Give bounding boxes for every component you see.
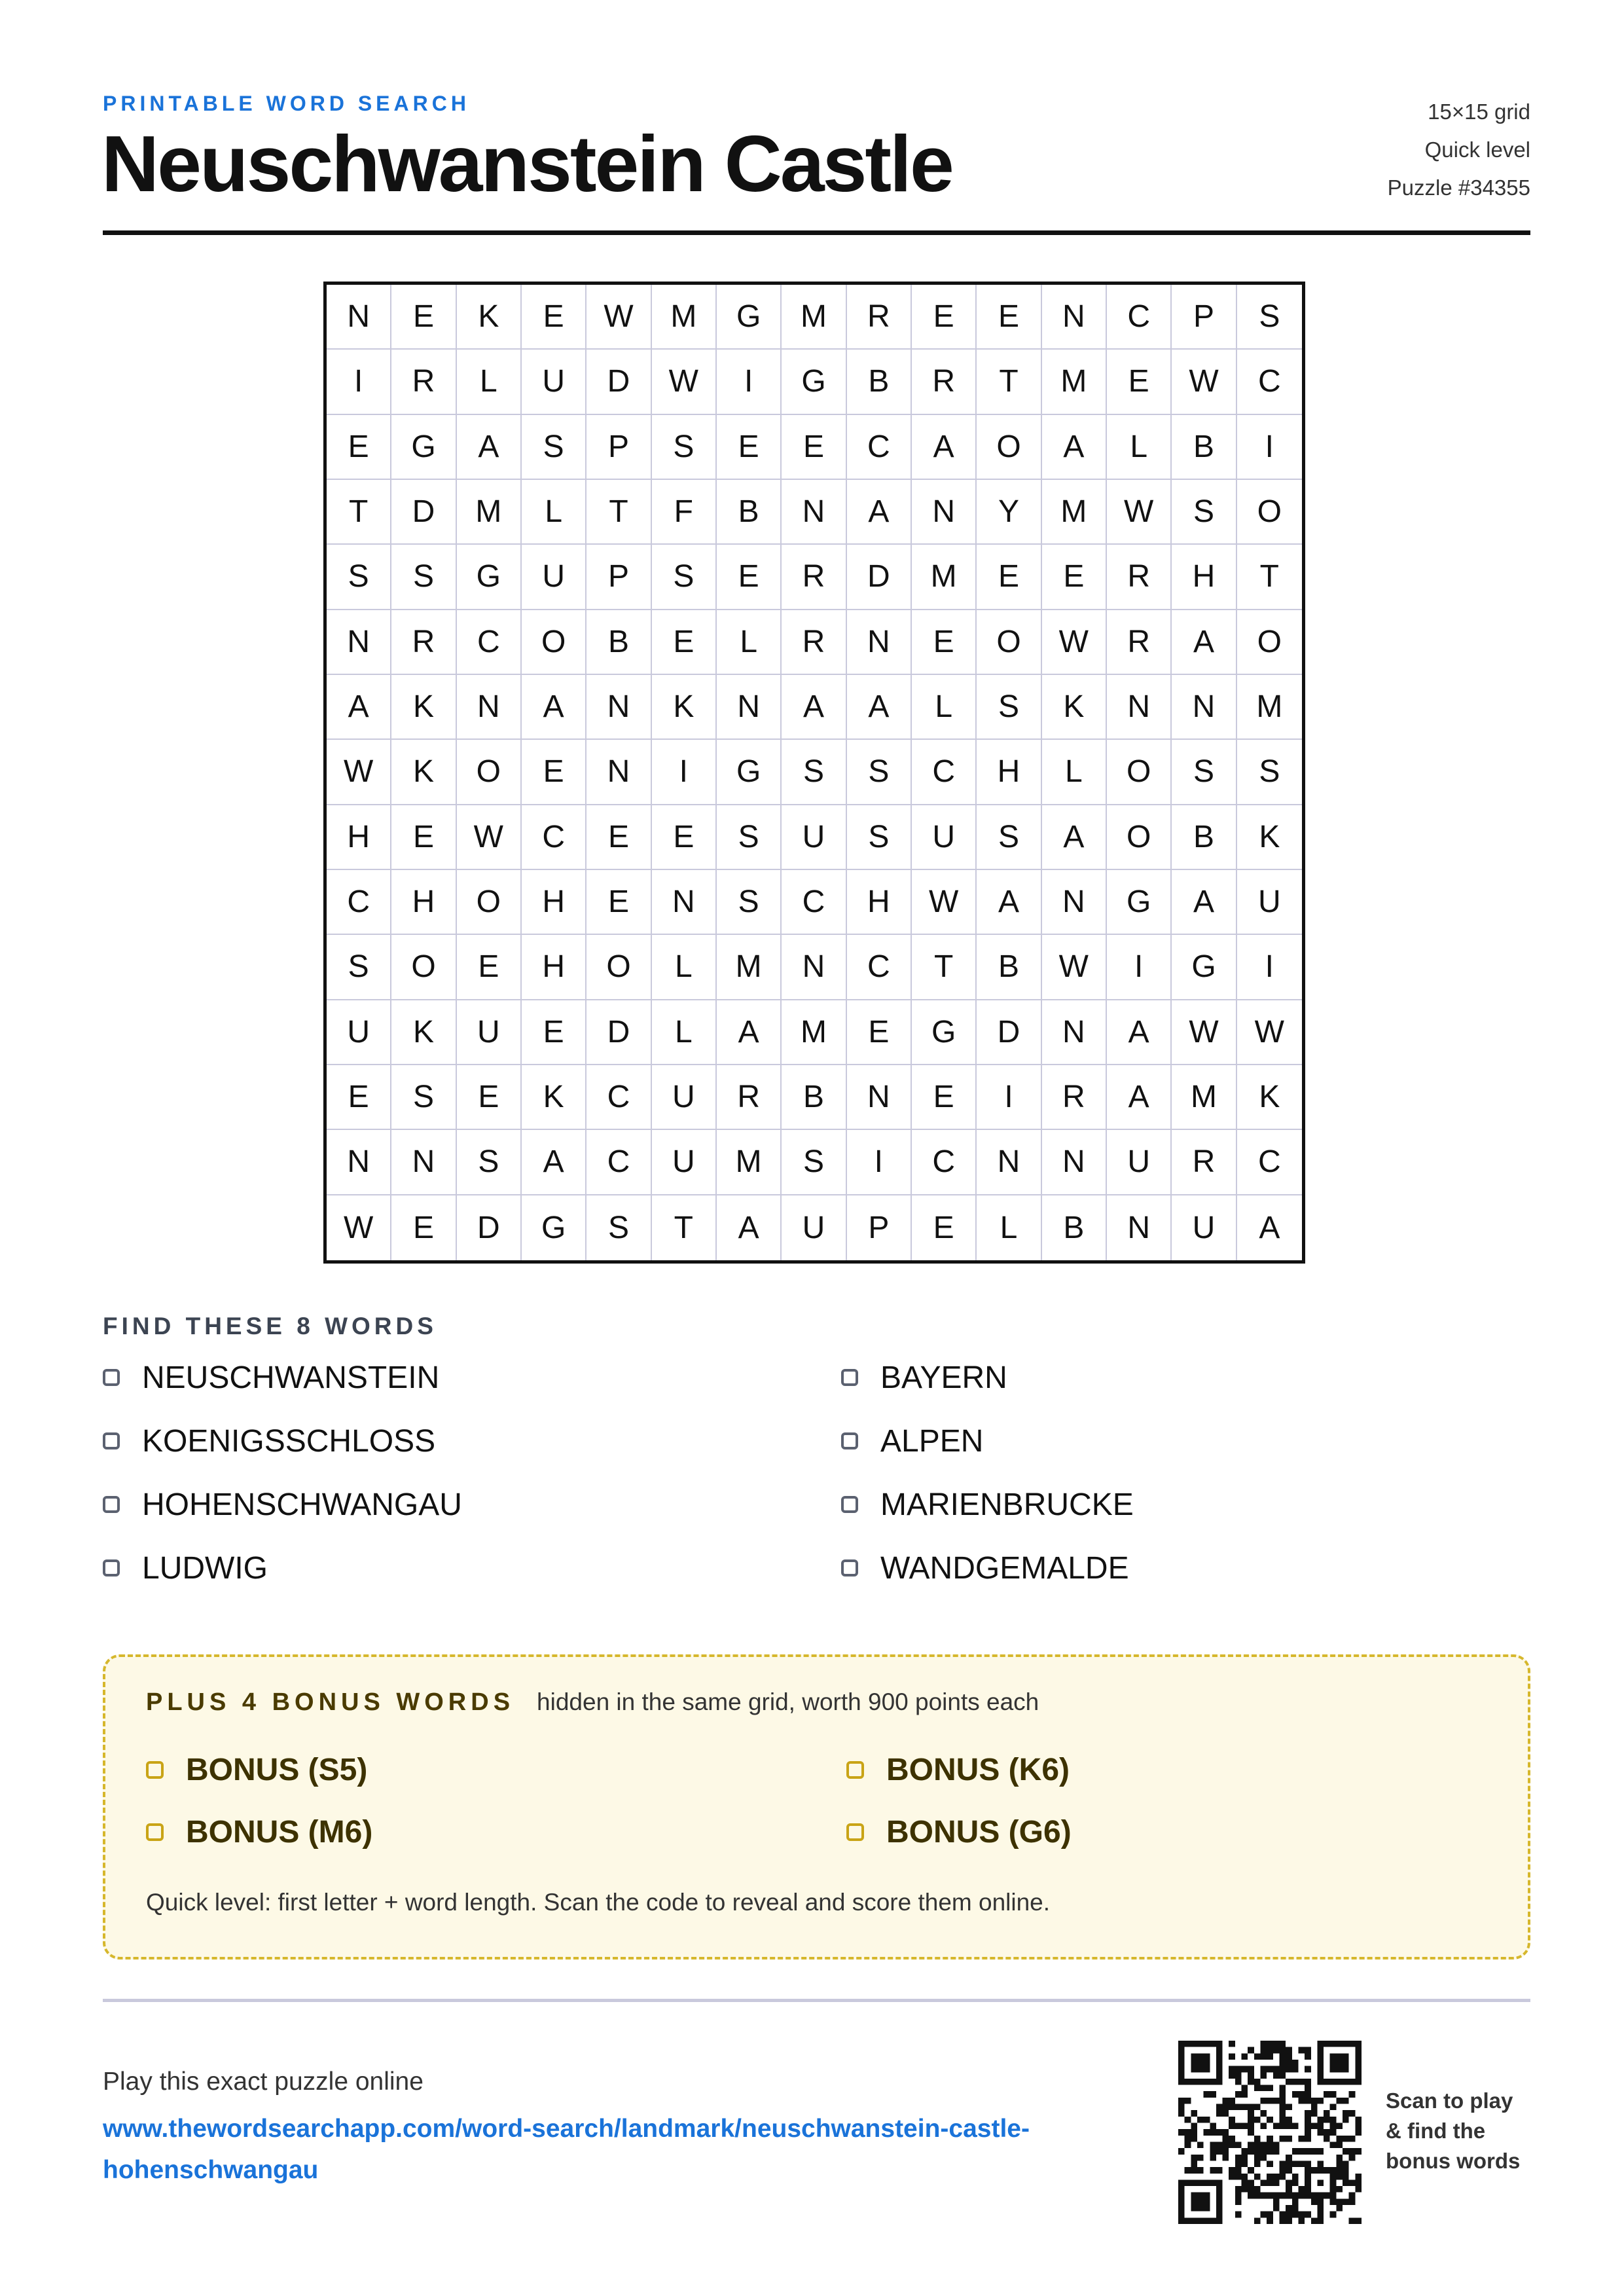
checkbox-icon[interactable]	[846, 1761, 864, 1779]
grid-cell[interactable]: E	[457, 1065, 522, 1130]
grid-cell[interactable]: I	[1237, 415, 1302, 480]
grid-cell[interactable]: S	[586, 1195, 651, 1260]
grid-cell[interactable]: S	[1172, 480, 1236, 545]
level-label: Quick level	[1424, 137, 1530, 162]
grid-cell[interactable]: E	[912, 1065, 977, 1130]
grid-cell[interactable]: G	[912, 1000, 977, 1065]
grid-cell[interactable]: W	[1107, 480, 1172, 545]
grid-cell[interactable]: A	[1042, 805, 1107, 870]
grid-cell[interactable]: U	[652, 1130, 717, 1195]
grid-cell[interactable]: A	[1259, 1210, 1280, 1245]
grid-cell[interactable]: R	[391, 350, 456, 414]
checkbox-icon[interactable]	[841, 1559, 858, 1576]
grid-cell[interactable]: I	[652, 740, 717, 805]
grid-cell[interactable]: K	[457, 285, 522, 350]
grid-cell[interactable]: D	[457, 1195, 522, 1260]
grid-cell[interactable]: P	[586, 415, 651, 480]
grid-cell[interactable]: O	[1107, 740, 1172, 805]
grid-cell[interactable]: T	[652, 1195, 717, 1260]
grid-cell[interactable]: C	[782, 870, 846, 935]
grid-cell[interactable]: D	[586, 350, 651, 414]
grid-cell[interactable]: I	[327, 350, 391, 414]
grid-cell[interactable]: C	[327, 870, 391, 935]
puzzle-link[interactable]	[103, 2108, 1150, 2191]
grid-size-label: 15×15 grid	[1428, 100, 1530, 124]
grid-cell[interactable]: N	[1107, 1195, 1172, 1260]
checkbox-icon[interactable]	[103, 1432, 120, 1449]
grid-cell[interactable]: N	[327, 1130, 391, 1195]
grid-cell[interactable]: P	[586, 545, 651, 610]
grid-cell[interactable]: E	[522, 1000, 586, 1065]
grid-cell[interactable]: S	[652, 415, 717, 480]
grid-cell[interactable]: L	[457, 350, 522, 414]
grid-cell[interactable]: E	[391, 805, 456, 870]
grid-cell[interactable]: E	[391, 1195, 456, 1260]
grid-cell[interactable]: M	[717, 1130, 782, 1195]
grid-cell[interactable]: E	[652, 805, 717, 870]
grid-cell[interactable]: U	[1237, 870, 1302, 935]
grid-cell[interactable]: H	[1172, 545, 1236, 610]
grid-cell[interactable]: H	[977, 740, 1041, 805]
grid-cell[interactable]: C	[912, 740, 977, 805]
grid-cell[interactable]: K	[391, 740, 456, 805]
grid-cell[interactable]: K	[1237, 805, 1302, 870]
grid-cell[interactable]: B	[586, 610, 651, 675]
word-item[interactable]	[841, 1420, 1530, 1462]
grid-cell[interactable]: E	[327, 1065, 391, 1130]
grid-cell[interactable]: E	[717, 545, 782, 610]
grid-cell[interactable]: N	[586, 740, 651, 805]
bonus-word-list	[146, 1749, 1488, 1853]
grid-cell[interactable]: A	[1172, 870, 1236, 935]
grid-cell[interactable]: O	[1237, 480, 1302, 545]
grid-cell[interactable]: W	[1042, 935, 1107, 1000]
grid-cell[interactable]: N	[327, 285, 391, 350]
grid-cell[interactable]: W	[457, 805, 522, 870]
grid-cell[interactable]: O	[1237, 610, 1302, 675]
grid-cell[interactable]: T	[977, 350, 1041, 414]
grid-cell[interactable]: W	[1172, 350, 1236, 414]
grid-cell[interactable]: U	[522, 545, 586, 610]
grid-cell[interactable]: U	[1107, 1130, 1172, 1195]
grid-cell[interactable]: K	[652, 675, 717, 740]
grid-cell[interactable]: N	[782, 480, 846, 545]
grid-cell[interactable]: A	[717, 1195, 782, 1260]
grid-cell[interactable]: N	[327, 610, 391, 675]
word-item[interactable]	[841, 1357, 1530, 1398]
grid-cell[interactable]: L	[1107, 415, 1172, 480]
grid-cell[interactable]: B	[977, 935, 1041, 1000]
grid-cell[interactable]: O	[977, 610, 1041, 675]
bonus-word-item[interactable]	[146, 1749, 846, 1791]
bonus-subtitle: hidden in the same grid, worth 900 points each	[537, 1688, 1039, 1715]
grid-cell[interactable]: A	[1042, 415, 1107, 480]
grid-cell[interactable]: B	[847, 350, 912, 414]
grid-cell[interactable]: O	[1107, 805, 1172, 870]
word-label: MARIENBRUCKE	[880, 1487, 1134, 1522]
letter-grid[interactable]	[323, 282, 1305, 1264]
grid-cell[interactable]: A	[782, 675, 846, 740]
grid-cell[interactable]: D	[847, 545, 912, 610]
grid-cell[interactable]: W	[1237, 1000, 1302, 1065]
grid-cell[interactable]: M	[1042, 480, 1107, 545]
puzzle-link-line[interactable]: www.thewordsearchapp.com/word-search/landmark/neuschwanstein-castle-	[103, 2115, 1030, 2143]
grid-cell[interactable]: T	[912, 935, 977, 1000]
grid-cell[interactable]: N	[1042, 1130, 1107, 1195]
grid-cell[interactable]: I	[1237, 935, 1302, 1000]
word-item[interactable]	[103, 1484, 841, 1525]
grid-cell[interactable]: N	[912, 480, 977, 545]
grid-cell[interactable]: C	[912, 1130, 977, 1195]
grid-cell[interactable]: E	[912, 1195, 977, 1260]
grid-cell[interactable]: L	[912, 675, 977, 740]
grid-cell[interactable]: E	[522, 285, 586, 350]
grid-cell[interactable]: F	[652, 480, 717, 545]
grid-cell[interactable]: L	[977, 1195, 1041, 1260]
grid-cell[interactable]: W	[912, 870, 977, 935]
grid-cell[interactable]: N	[977, 1130, 1041, 1195]
grid-cell[interactable]: A	[977, 870, 1041, 935]
grid-cell[interactable]: A	[327, 675, 391, 740]
grid-cell[interactable]: S	[977, 675, 1041, 740]
grid-cell[interactable]: G	[717, 740, 782, 805]
grid-cell[interactable]: M	[1042, 350, 1107, 414]
grid-cell[interactable]: S	[717, 870, 782, 935]
grid-cell[interactable]: Y	[977, 480, 1041, 545]
grid-cell[interactable]: U	[457, 1000, 522, 1065]
word-list	[103, 1357, 1530, 1589]
grid-cell[interactable]: S	[977, 805, 1041, 870]
grid-cell[interactable]: K	[1237, 1065, 1302, 1130]
grid-cell[interactable]: C	[586, 1065, 651, 1130]
puzzle-meta	[1388, 93, 1530, 207]
grid-cell[interactable]: S	[782, 740, 846, 805]
grid-cell[interactable]: M	[652, 285, 717, 350]
word-item[interactable]	[841, 1484, 1530, 1525]
bonus-word-label: BONUS (K6)	[886, 1752, 1070, 1787]
grid-cell[interactable]: S	[1237, 285, 1302, 350]
play-online-label: Play this exact puzzle online	[103, 2068, 424, 2096]
grid-cell[interactable]: S	[1237, 740, 1302, 805]
grid-cell[interactable]: R	[1172, 1130, 1236, 1195]
grid-cell[interactable]: G	[1172, 935, 1236, 1000]
bonus-header	[146, 1688, 1039, 1717]
grid-cell[interactable]: D	[977, 1000, 1041, 1065]
grid-cell[interactable]: I	[847, 1130, 912, 1195]
grid-cell[interactable]: R	[782, 545, 846, 610]
checkbox-icon[interactable]	[146, 1823, 164, 1841]
grid-cell[interactable]: P	[1172, 285, 1236, 350]
grid-cell[interactable]: U	[652, 1065, 717, 1130]
grid-cell[interactable]: N	[586, 675, 651, 740]
grid-cell[interactable]: E	[1042, 545, 1107, 610]
grid-cell[interactable]: S	[1172, 740, 1236, 805]
word-label: NEUSCHWANSTEIN	[142, 1360, 440, 1395]
grid-cell[interactable]: D	[586, 1000, 651, 1065]
scan-caption-line: & find the	[1386, 2119, 1486, 2143]
grid-cell[interactable]: O	[522, 610, 586, 675]
word-list-heading: FIND THESE 8 WORDS	[103, 1313, 437, 1339]
grid-cell[interactable]: A	[847, 480, 912, 545]
grid-cell[interactable]: K	[1042, 675, 1107, 740]
page-title: Neuschwanstein Castle	[101, 119, 952, 208]
checkbox-icon[interactable]	[103, 1369, 120, 1386]
grid-cell[interactable]: E	[586, 805, 651, 870]
scan-caption-line: Scan to play	[1386, 2088, 1513, 2113]
scan-caption	[1386, 2086, 1520, 2176]
grid-cell[interactable]: G	[522, 1195, 586, 1260]
grid-cell[interactable]: N	[847, 1065, 912, 1130]
grid-cell[interactable]: U	[1172, 1195, 1236, 1260]
grid-cell[interactable]: S	[457, 1130, 522, 1195]
grid-cell[interactable]: M	[782, 285, 846, 350]
bonus-word-label: BONUS (M6)	[186, 1814, 373, 1850]
word-label: HOHENSCHWANGAU	[142, 1487, 462, 1522]
grid-cell[interactable]: G	[717, 285, 782, 350]
grid-cell[interactable]: L	[652, 935, 717, 1000]
grid-cell[interactable]: A	[522, 675, 586, 740]
grid-cell[interactable]: D	[391, 480, 456, 545]
grid-cell[interactable]: P	[847, 1195, 912, 1260]
grid-cell[interactable]: O	[457, 740, 522, 805]
grid-cell[interactable]: R	[1042, 1065, 1107, 1130]
grid-cell[interactable]: E	[1107, 350, 1172, 414]
puzzle-link-line[interactable]: hohenschwangau	[103, 2156, 319, 2184]
grid-cell[interactable]: N	[457, 675, 522, 740]
grid-cell[interactable]: N	[1042, 285, 1107, 350]
bonus-title: PLUS 4 BONUS WORDS	[146, 1688, 515, 1716]
grid-cell[interactable]: S	[847, 740, 912, 805]
grid-cell[interactable]: M	[1237, 675, 1302, 740]
grid-cell[interactable]: U	[782, 1195, 846, 1260]
bonus-word-item[interactable]	[846, 1749, 1488, 1791]
grid-cell[interactable]: E	[522, 740, 586, 805]
grid-cell[interactable]: L	[522, 480, 586, 545]
bonus-panel	[103, 1654, 1530, 1959]
grid-cell[interactable]: R	[391, 610, 456, 675]
grid-cell[interactable]: E	[977, 545, 1041, 610]
grid-cell[interactable]: W	[1042, 610, 1107, 675]
grid-cell[interactable]: R	[782, 610, 846, 675]
grid-cell[interactable]: N	[1172, 675, 1236, 740]
grid-cell[interactable]: K	[391, 675, 456, 740]
grid-cell[interactable]: N	[782, 935, 846, 1000]
grid-cell[interactable]: U	[912, 805, 977, 870]
grid-cell[interactable]: E	[977, 285, 1041, 350]
grid-cell[interactable]: A	[717, 1000, 782, 1065]
grid-cell[interactable]: W	[327, 1195, 391, 1260]
grid-cell[interactable]: S	[391, 545, 456, 610]
grid-cell[interactable]: K	[391, 1000, 456, 1065]
grid-cell[interactable]: E	[586, 870, 651, 935]
header-divider	[103, 230, 1530, 235]
grid-cell[interactable]: C	[1237, 350, 1302, 414]
grid-cell[interactable]: H	[522, 870, 586, 935]
grid-cell[interactable]: A	[912, 415, 977, 480]
scan-caption-line: bonus words	[1386, 2149, 1521, 2173]
grid-cell[interactable]: N	[847, 610, 912, 675]
grid-cell[interactable]: U	[327, 1000, 391, 1065]
bonus-word-item[interactable]	[846, 1811, 1488, 1853]
eyebrow-label: PRINTABLE WORD SEARCH	[103, 92, 470, 115]
checkbox-icon[interactable]	[841, 1432, 858, 1449]
grid-cell[interactable]: R	[1107, 610, 1172, 675]
grid-cell[interactable]: N	[1042, 1000, 1107, 1065]
grid-cell[interactable]: W	[652, 350, 717, 414]
grid-cell[interactable]: C	[847, 935, 912, 1000]
grid-cell[interactable]: M	[1172, 1065, 1236, 1130]
grid-cell[interactable]: L	[652, 1000, 717, 1065]
grid-cell[interactable]: G	[1107, 870, 1172, 935]
grid-cell[interactable]: O	[391, 935, 456, 1000]
grid-cell[interactable]: O	[977, 415, 1041, 480]
grid-cell[interactable]: M	[717, 935, 782, 1000]
grid-cell[interactable]: S	[327, 935, 391, 1000]
grid-cell[interactable]: L	[717, 610, 782, 675]
grid-cell[interactable]: N	[1107, 675, 1172, 740]
grid-cell[interactable]: T	[1237, 545, 1302, 610]
grid-cell[interactable]: N	[391, 1130, 456, 1195]
grid-cell[interactable]: R	[1107, 545, 1172, 610]
grid-cell[interactable]: E	[912, 285, 977, 350]
bonus-word-label: BONUS (G6)	[886, 1814, 1072, 1850]
grid-cell[interactable]: M	[457, 480, 522, 545]
grid-cell[interactable]: I	[1107, 935, 1172, 1000]
grid-cell[interactable]: E	[782, 415, 846, 480]
qr-code-icon[interactable]	[1178, 2041, 1362, 2224]
grid-cell[interactable]: B	[1042, 1195, 1107, 1260]
grid-cell[interactable]: N	[652, 870, 717, 935]
grid-cell[interactable]: M	[782, 1000, 846, 1065]
bonus-word-item[interactable]	[146, 1811, 846, 1853]
grid-cell[interactable]: C	[457, 610, 522, 675]
word-label: BAYERN	[880, 1360, 1007, 1395]
word-item[interactable]	[103, 1357, 841, 1398]
grid-cell[interactable]: W	[586, 285, 651, 350]
grid-cell[interactable]: H	[522, 935, 586, 1000]
grid-cell[interactable]: C	[586, 1130, 651, 1195]
word-item[interactable]	[841, 1547, 1530, 1589]
grid-cell[interactable]: E	[717, 415, 782, 480]
grid-cell[interactable]: A	[457, 415, 522, 480]
checkbox-icon[interactable]	[103, 1496, 120, 1513]
grid-cell[interactable]: A	[1107, 1065, 1172, 1130]
grid-cell[interactable]: T	[327, 480, 391, 545]
word-item[interactable]	[103, 1420, 841, 1462]
grid-cell[interactable]: E	[847, 1000, 912, 1065]
grid-cell[interactable]: N	[1042, 870, 1107, 935]
grid-cell[interactable]: O	[586, 935, 651, 1000]
grid-cell[interactable]: C	[1237, 1130, 1302, 1195]
grid-cell[interactable]: O	[457, 870, 522, 935]
grid-cell[interactable]: B	[1172, 415, 1236, 480]
grid-cell[interactable]: A	[1172, 610, 1236, 675]
grid-cell[interactable]: H	[391, 870, 456, 935]
grid-cell[interactable]: E	[457, 935, 522, 1000]
grid-cell[interactable]: S	[847, 805, 912, 870]
grid-cell[interactable]: L	[1042, 740, 1107, 805]
checkbox-icon[interactable]	[841, 1496, 858, 1513]
grid-cell[interactable]: B	[782, 1065, 846, 1130]
grid-cell[interactable]: S	[327, 545, 391, 610]
grid-cell[interactable]: T	[586, 480, 651, 545]
grid-cell[interactable]: H	[847, 870, 912, 935]
grid-cell[interactable]: M	[912, 545, 977, 610]
grid-cell[interactable]: R	[847, 285, 912, 350]
grid-cell[interactable]: W	[1172, 1000, 1236, 1065]
grid-cell[interactable]: E	[391, 285, 456, 350]
grid-cell[interactable]: S	[652, 545, 717, 610]
checkbox-icon[interactable]	[103, 1559, 120, 1576]
grid-cell[interactable]: S	[782, 1130, 846, 1195]
grid-cell[interactable]: U	[782, 805, 846, 870]
grid-cell[interactable]: C	[847, 415, 912, 480]
grid-cell[interactable]: I	[717, 350, 782, 414]
grid-cell[interactable]: G	[391, 415, 456, 480]
checkbox-icon[interactable]	[146, 1761, 164, 1779]
grid-cell[interactable]: E	[327, 415, 391, 480]
grid-cell[interactable]: K	[522, 1065, 586, 1130]
grid-cell[interactable]: S	[717, 805, 782, 870]
grid-cell[interactable]: C	[522, 805, 586, 870]
grid-cell[interactable]: R	[717, 1065, 782, 1130]
checkbox-icon[interactable]	[846, 1823, 864, 1841]
grid-cell[interactable]: G	[782, 350, 846, 414]
grid-cell[interactable]: H	[327, 805, 391, 870]
word-item[interactable]	[103, 1547, 841, 1589]
grid-cell[interactable]: A	[847, 675, 912, 740]
grid-cell[interactable]: B	[717, 480, 782, 545]
puzzle-number: Puzzle #34355	[1387, 175, 1530, 200]
grid-cell[interactable]: A	[1107, 1000, 1172, 1065]
grid-cell[interactable]: R	[912, 350, 977, 414]
grid-cell[interactable]: N	[717, 675, 782, 740]
grid-cell[interactable]: C	[1107, 285, 1172, 350]
grid-cell[interactable]: U	[522, 350, 586, 414]
checkbox-icon[interactable]	[841, 1369, 858, 1386]
bonus-note: Quick level: first letter + word length. Scan the code to reveal and score them online.	[146, 1889, 1051, 1916]
grid-cell[interactable]: I	[977, 1065, 1041, 1130]
grid-cell[interactable]: G	[457, 545, 522, 610]
word-label: WANDGEMALDE	[880, 1550, 1129, 1586]
grid-cell[interactable]: E	[912, 610, 977, 675]
word-label: KOENIGSSCHLOSS	[142, 1423, 436, 1459]
grid-cell[interactable]: S	[522, 415, 586, 480]
grid-cell[interactable]: S	[391, 1065, 456, 1130]
word-label: ALPEN	[880, 1423, 984, 1459]
footer-divider	[103, 1999, 1530, 2002]
word-label: LUDWIG	[142, 1550, 268, 1586]
grid-cell[interactable]: E	[652, 610, 717, 675]
bonus-word-label: BONUS (S5)	[186, 1752, 368, 1787]
grid-cell[interactable]: W	[327, 740, 391, 805]
grid-cell[interactable]: B	[1172, 805, 1236, 870]
grid-cell[interactable]: A	[522, 1130, 586, 1195]
